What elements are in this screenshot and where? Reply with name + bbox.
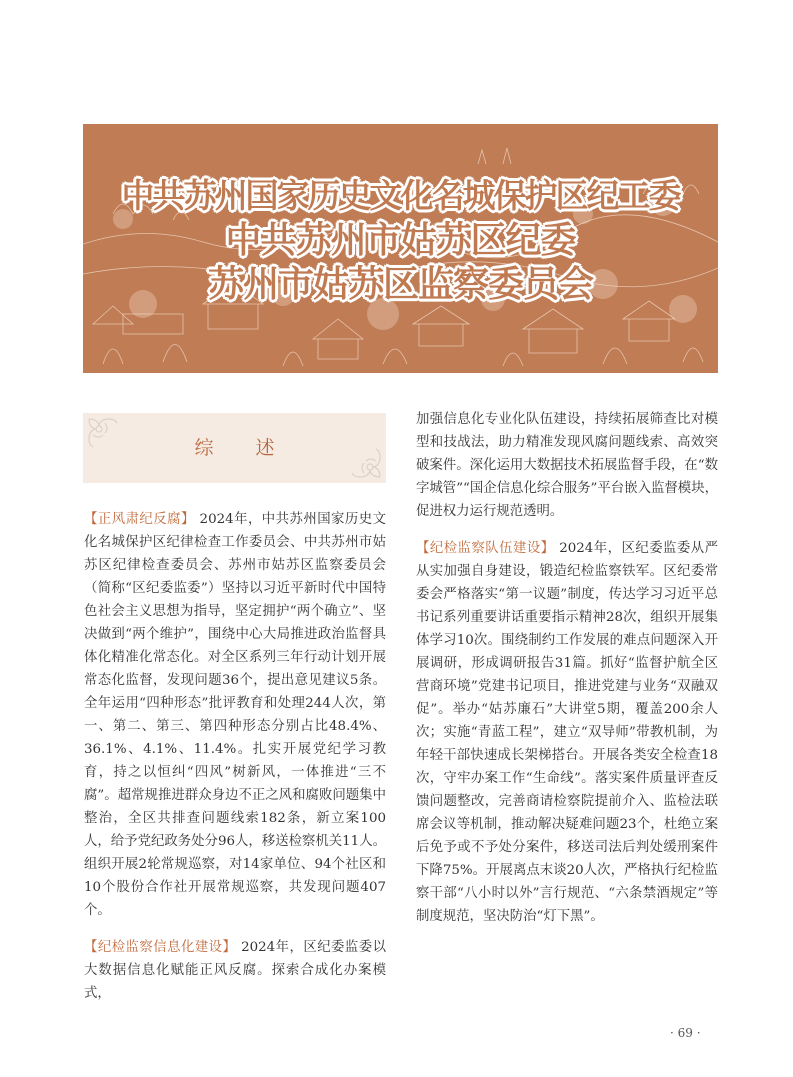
paragraph-discipline	[84, 508, 386, 922]
paragraph-body: 2024年，区纪委监委以大数据信息化赋能正风反腐。探索合成化办案模式，	[84, 940, 386, 1001]
banner-title-line-2: 中共苏州市姑苏区纪委	[225, 219, 576, 261]
paragraph-informatization	[84, 936, 386, 1005]
paragraph-heading: 【纪检监察队伍建设】	[416, 541, 555, 556]
paragraph-heading: 【正风肃纪反腐】	[84, 512, 195, 527]
paragraph-team-building	[416, 537, 718, 928]
banner-title-line-3: 苏州市姑苏区监察委员会	[207, 263, 593, 305]
left-column	[84, 508, 386, 1005]
banner-title-line-1: 中共苏州国家历史文化名城保护区纪工委	[121, 176, 680, 215]
paragraph-body: 2024年，中共苏州国家历史文化名城保护区纪律检查工作委员会、中共苏州市姑苏区纪律检查委员会、苏州市姑苏区监察委员会（简称“区纪委监委”）坚持以习近平新时代中国特色社会主义思想为指导，坚定拥护“两个确立”、坚决做到“两个维护”，围绕中心大局推进政治监督具体化精准化常态化。对全区系列三年行动计划开展常态化监督，发现问题36个，提出意见建议5条。全年运用“四种形态”批评教育和处理244人次，第一、第二、第三、第四种形态分别占比48.4%、36.1%、4.1%、11.4%。扎实开展党纪学习教育，持之以恒纠“四风”树新风，一体推进“三不腐”。超常规推进群众身边不正之风和腐败问题集中整治，全区共排查问题线索182条，新立案100人，给予党纪政务处分96人，移送检察机关11人。组织开展2轮常规巡察，对14家单位、94个社区和10个股份合作社开展常规巡察，共发现问题407个。	[84, 512, 386, 918]
section-heading-box	[83, 413, 386, 483]
title-banner	[83, 124, 718, 373]
right-column	[416, 408, 718, 928]
section-title: 综 述	[194, 437, 293, 459]
banner-titles	[83, 174, 718, 306]
paragraph-heading: 【纪检监察信息化建设】	[84, 940, 237, 955]
paragraph-body: 2024年，区纪委监委从严从实加强自身建设，锻造纪检监察铁军。区纪委常委会严格落实“第一议题”制度，传达学习习近平总书记系列重要讲话重要指示精神28次，组织开展集体学习10次。围绕制约工作发展的难点问题深入开展调研，形成调研报告31篇。抓好“监督护航全区营商环境”党建书记项目，推进党建与业务“双融双促”。举办“姑苏廉石”大讲堂5期，覆盖200余人次；实施“青蓝工程”，建立“双导师”带教机制，为年轻干部快速成长架梯搭台。开展各类安全检查18次，守牢办案工作“生命线”。落实案件质量评查反馈问题整改，完善商请检察院提前介入、监检法联席会议等机制，推动解决疑难问题23个，杜绝立案后免予或不予处分案件，移送司法后判处缓刑案件下降75%。开展离点末谈20人次，严格执行纪检监察干部“八小时以外”言行规范、“六条禁酒规定”等制度规范，坚决防治“灯下黑”。	[416, 541, 718, 924]
paragraph-informatization-continued	[416, 408, 718, 523]
page-number: · 69 ·	[670, 1026, 701, 1040]
paragraph-body: 加强信息化专业化队伍建设，持续拓展筛查比对模型和技战法，助力精准发现风腐问题线索、高效突破案件。深化运用大数据技术拓展监督手段，在“数字城管”“国企信息化综合服务”平台嵌入监督模块，促进权力运行规范透明。	[416, 412, 718, 519]
